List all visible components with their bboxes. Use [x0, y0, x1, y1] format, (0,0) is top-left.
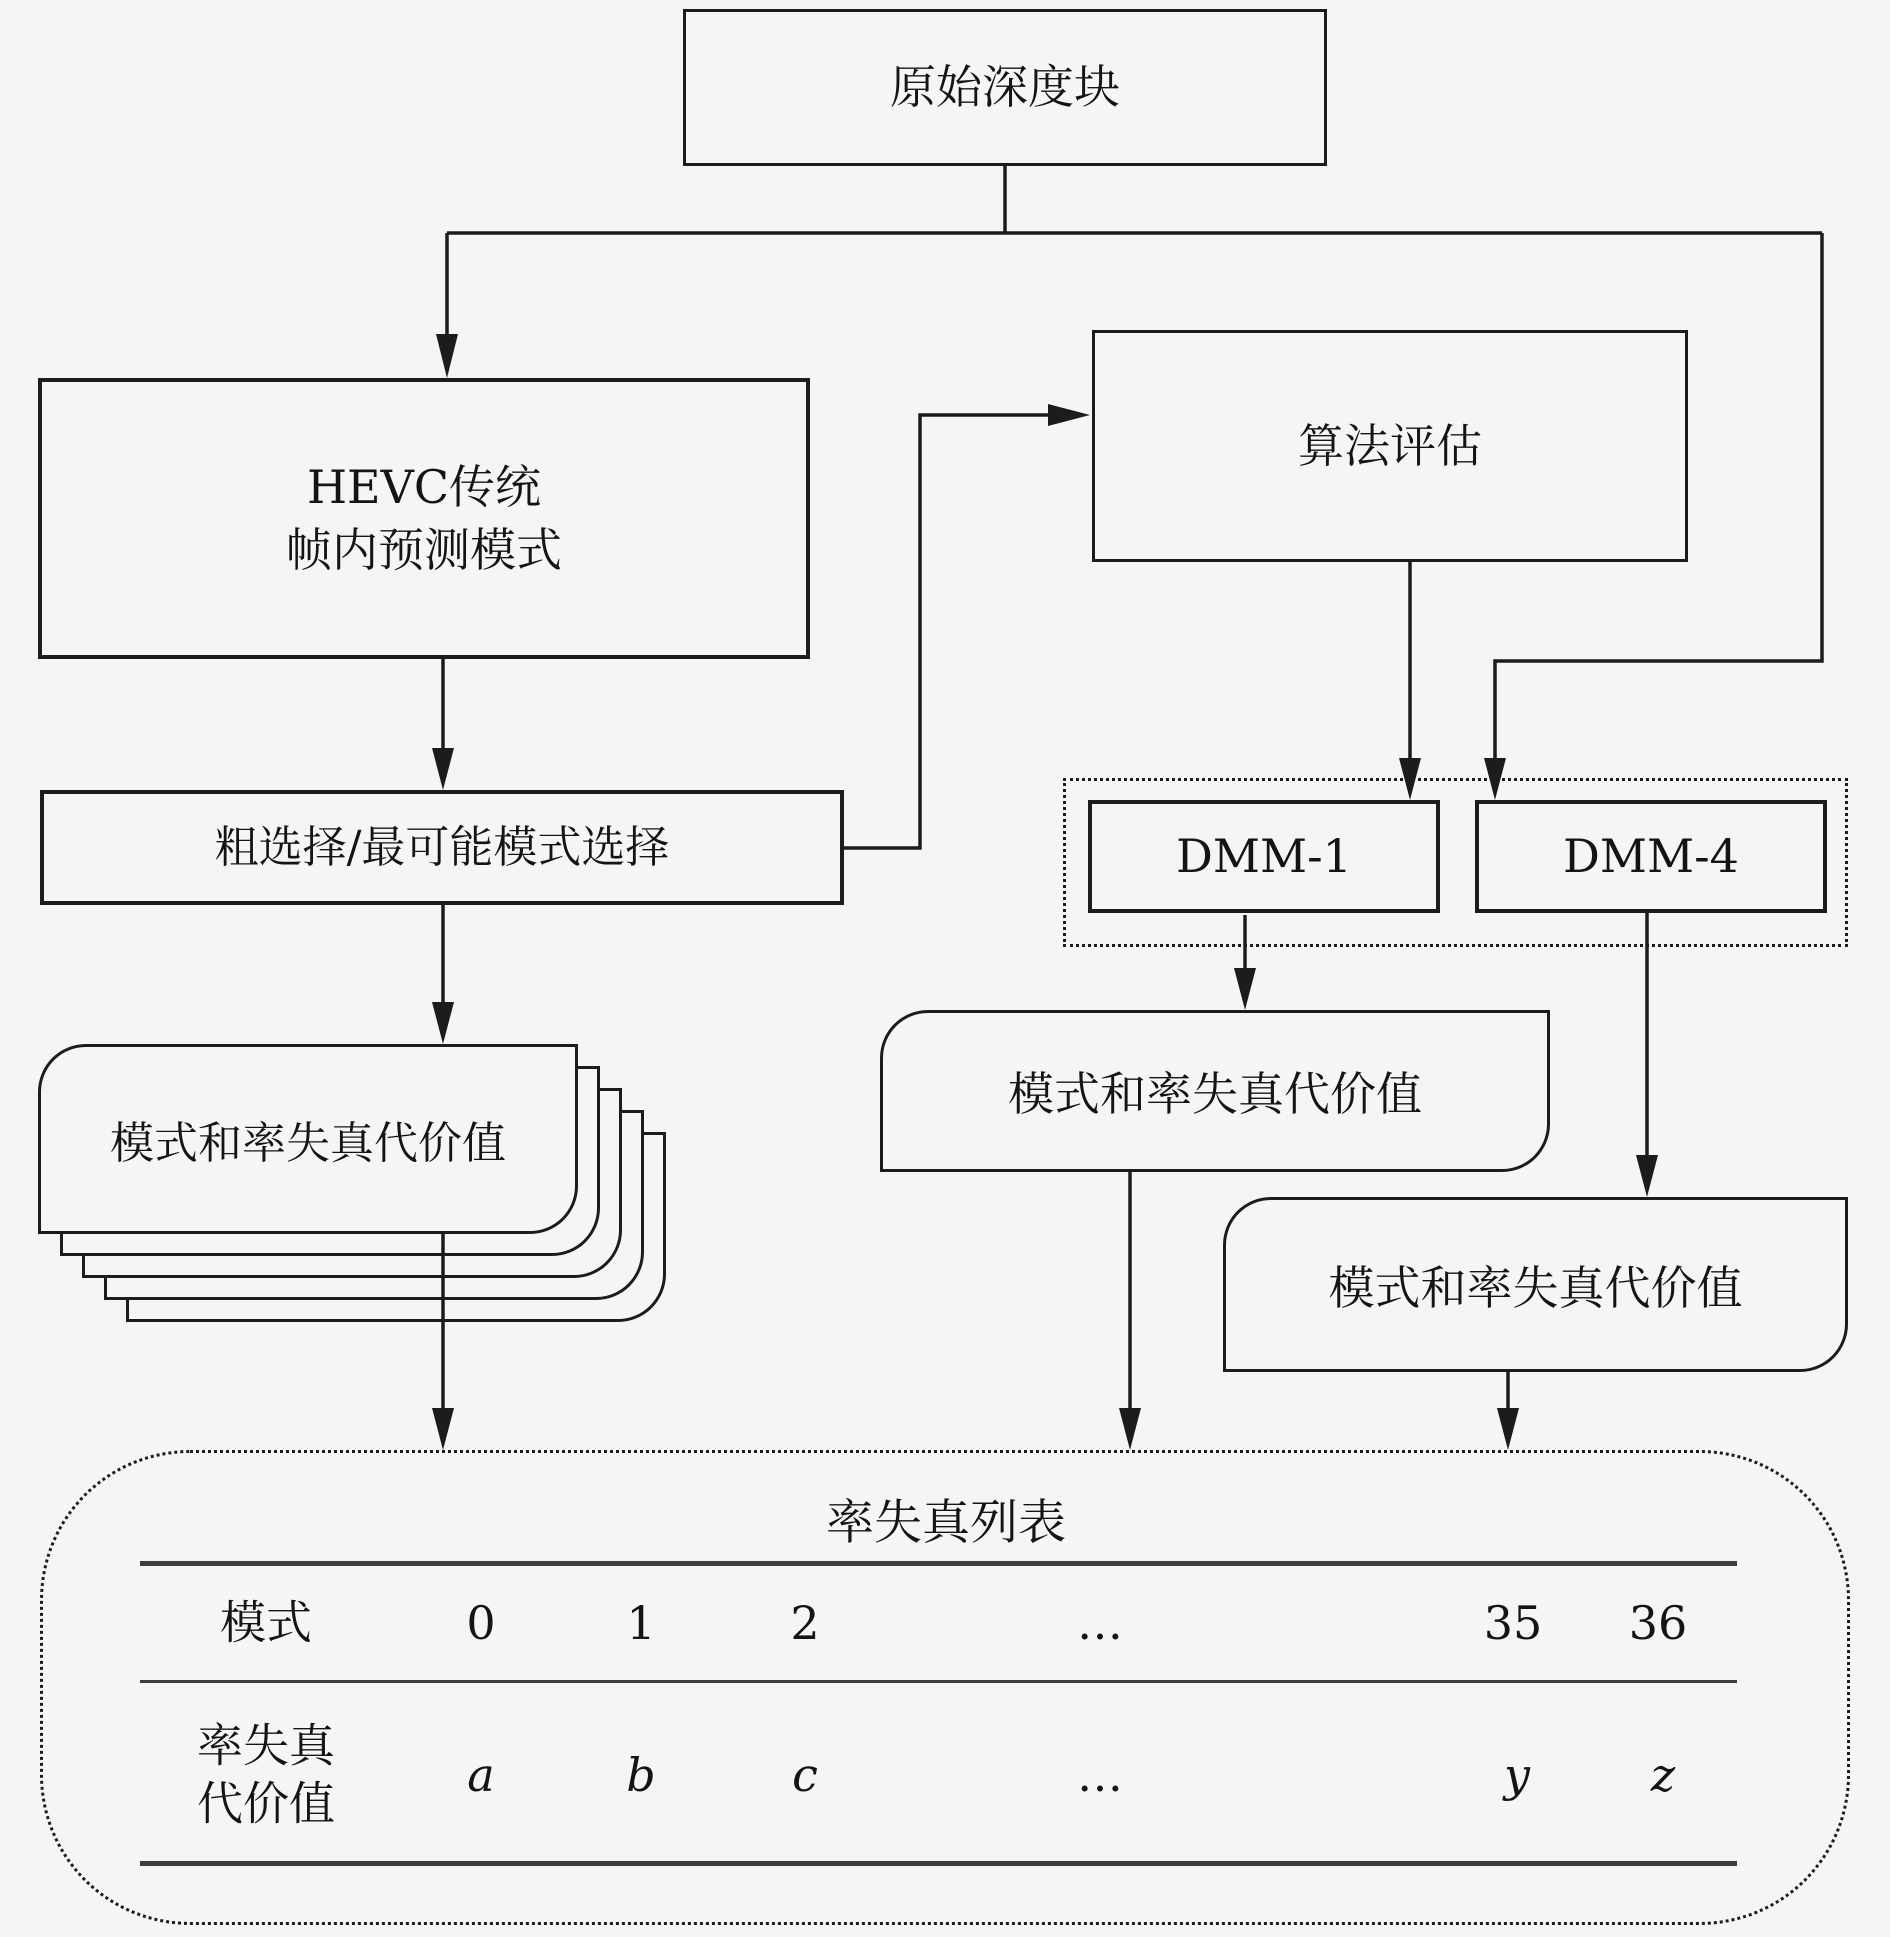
arrowhead-rightflag-into-list	[1497, 1408, 1519, 1450]
dmm1-node	[1088, 800, 1440, 913]
arrowhead-into-algo	[1048, 404, 1090, 426]
rate-distortion-list-title: 率失真列表	[825, 1494, 1067, 1551]
origin-depth-block-label: 原始深度块	[890, 60, 1120, 115]
arrowhead-stack-into-list	[432, 1408, 454, 1450]
cost-value-y: y	[1504, 1748, 1530, 1802]
mode-value-36: 36	[1628, 1596, 1688, 1650]
wire-coarse-to-algo	[844, 415, 1078, 848]
cost-value-ellipsis: …	[1077, 1748, 1123, 1802]
arrowhead-into-hevc	[436, 334, 458, 378]
cost-row-label	[197, 1718, 335, 1833]
arrowhead-into-stack	[432, 1002, 454, 1044]
result-stack-card-front	[38, 1044, 578, 1234]
hevc-label-line1: HEVC传统	[306, 460, 542, 515]
hevc-intra-prediction-node	[38, 378, 810, 659]
cost-value-z: z	[1650, 1748, 1676, 1802]
arrowhead-into-right-flag	[1636, 1155, 1658, 1197]
arrowhead-into-mid-flag	[1234, 968, 1256, 1010]
dmm4-label: DMM-4	[1563, 829, 1739, 884]
dmm1-result-label: 模式和率失真代价值	[1008, 1067, 1422, 1121]
origin-depth-block-node	[683, 9, 1327, 166]
mode-value-1: 1	[626, 1596, 656, 1650]
table-rule-top	[140, 1561, 1737, 1566]
dmm1-result-node	[880, 1010, 1550, 1172]
mode-value-35: 35	[1483, 1596, 1543, 1650]
dmm4-result-node	[1223, 1197, 1848, 1372]
stack-result-label: 模式和率失真代价值	[110, 1118, 506, 1169]
cost-row-label-line2: 代价值	[197, 1776, 335, 1830]
coarse-selection-mpm-node	[40, 790, 844, 905]
mode-value-ellipsis: …	[1077, 1596, 1123, 1650]
algorithm-evaluation-label: 算法评估	[1298, 418, 1482, 473]
cost-row-label-line1: 率失真	[197, 1718, 335, 1773]
table-rule-middle	[140, 1680, 1737, 1683]
cost-value-a: a	[467, 1748, 495, 1802]
arrowhead-midflag-into-list	[1119, 1408, 1141, 1450]
mode-row-label: 模式	[220, 1595, 312, 1650]
cost-value-c: c	[792, 1748, 818, 1802]
mode-value-2: 2	[790, 1596, 820, 1650]
hevc-label-line2: 帧内预测模式	[286, 522, 562, 577]
coarse-selection-mpm-label: 粗选择/最可能模式选择	[214, 821, 670, 873]
dmm4-node	[1475, 800, 1827, 913]
arrowhead-into-coarse	[432, 748, 454, 790]
table-rule-bottom	[140, 1861, 1737, 1866]
dmm4-result-label: 模式和率失真代价值	[1328, 1260, 1743, 1315]
algorithm-evaluation-node	[1092, 330, 1688, 562]
cost-value-b: b	[626, 1748, 656, 1802]
dmm1-label: DMM-1	[1176, 829, 1352, 884]
mode-value-0: 0	[466, 1596, 496, 1650]
